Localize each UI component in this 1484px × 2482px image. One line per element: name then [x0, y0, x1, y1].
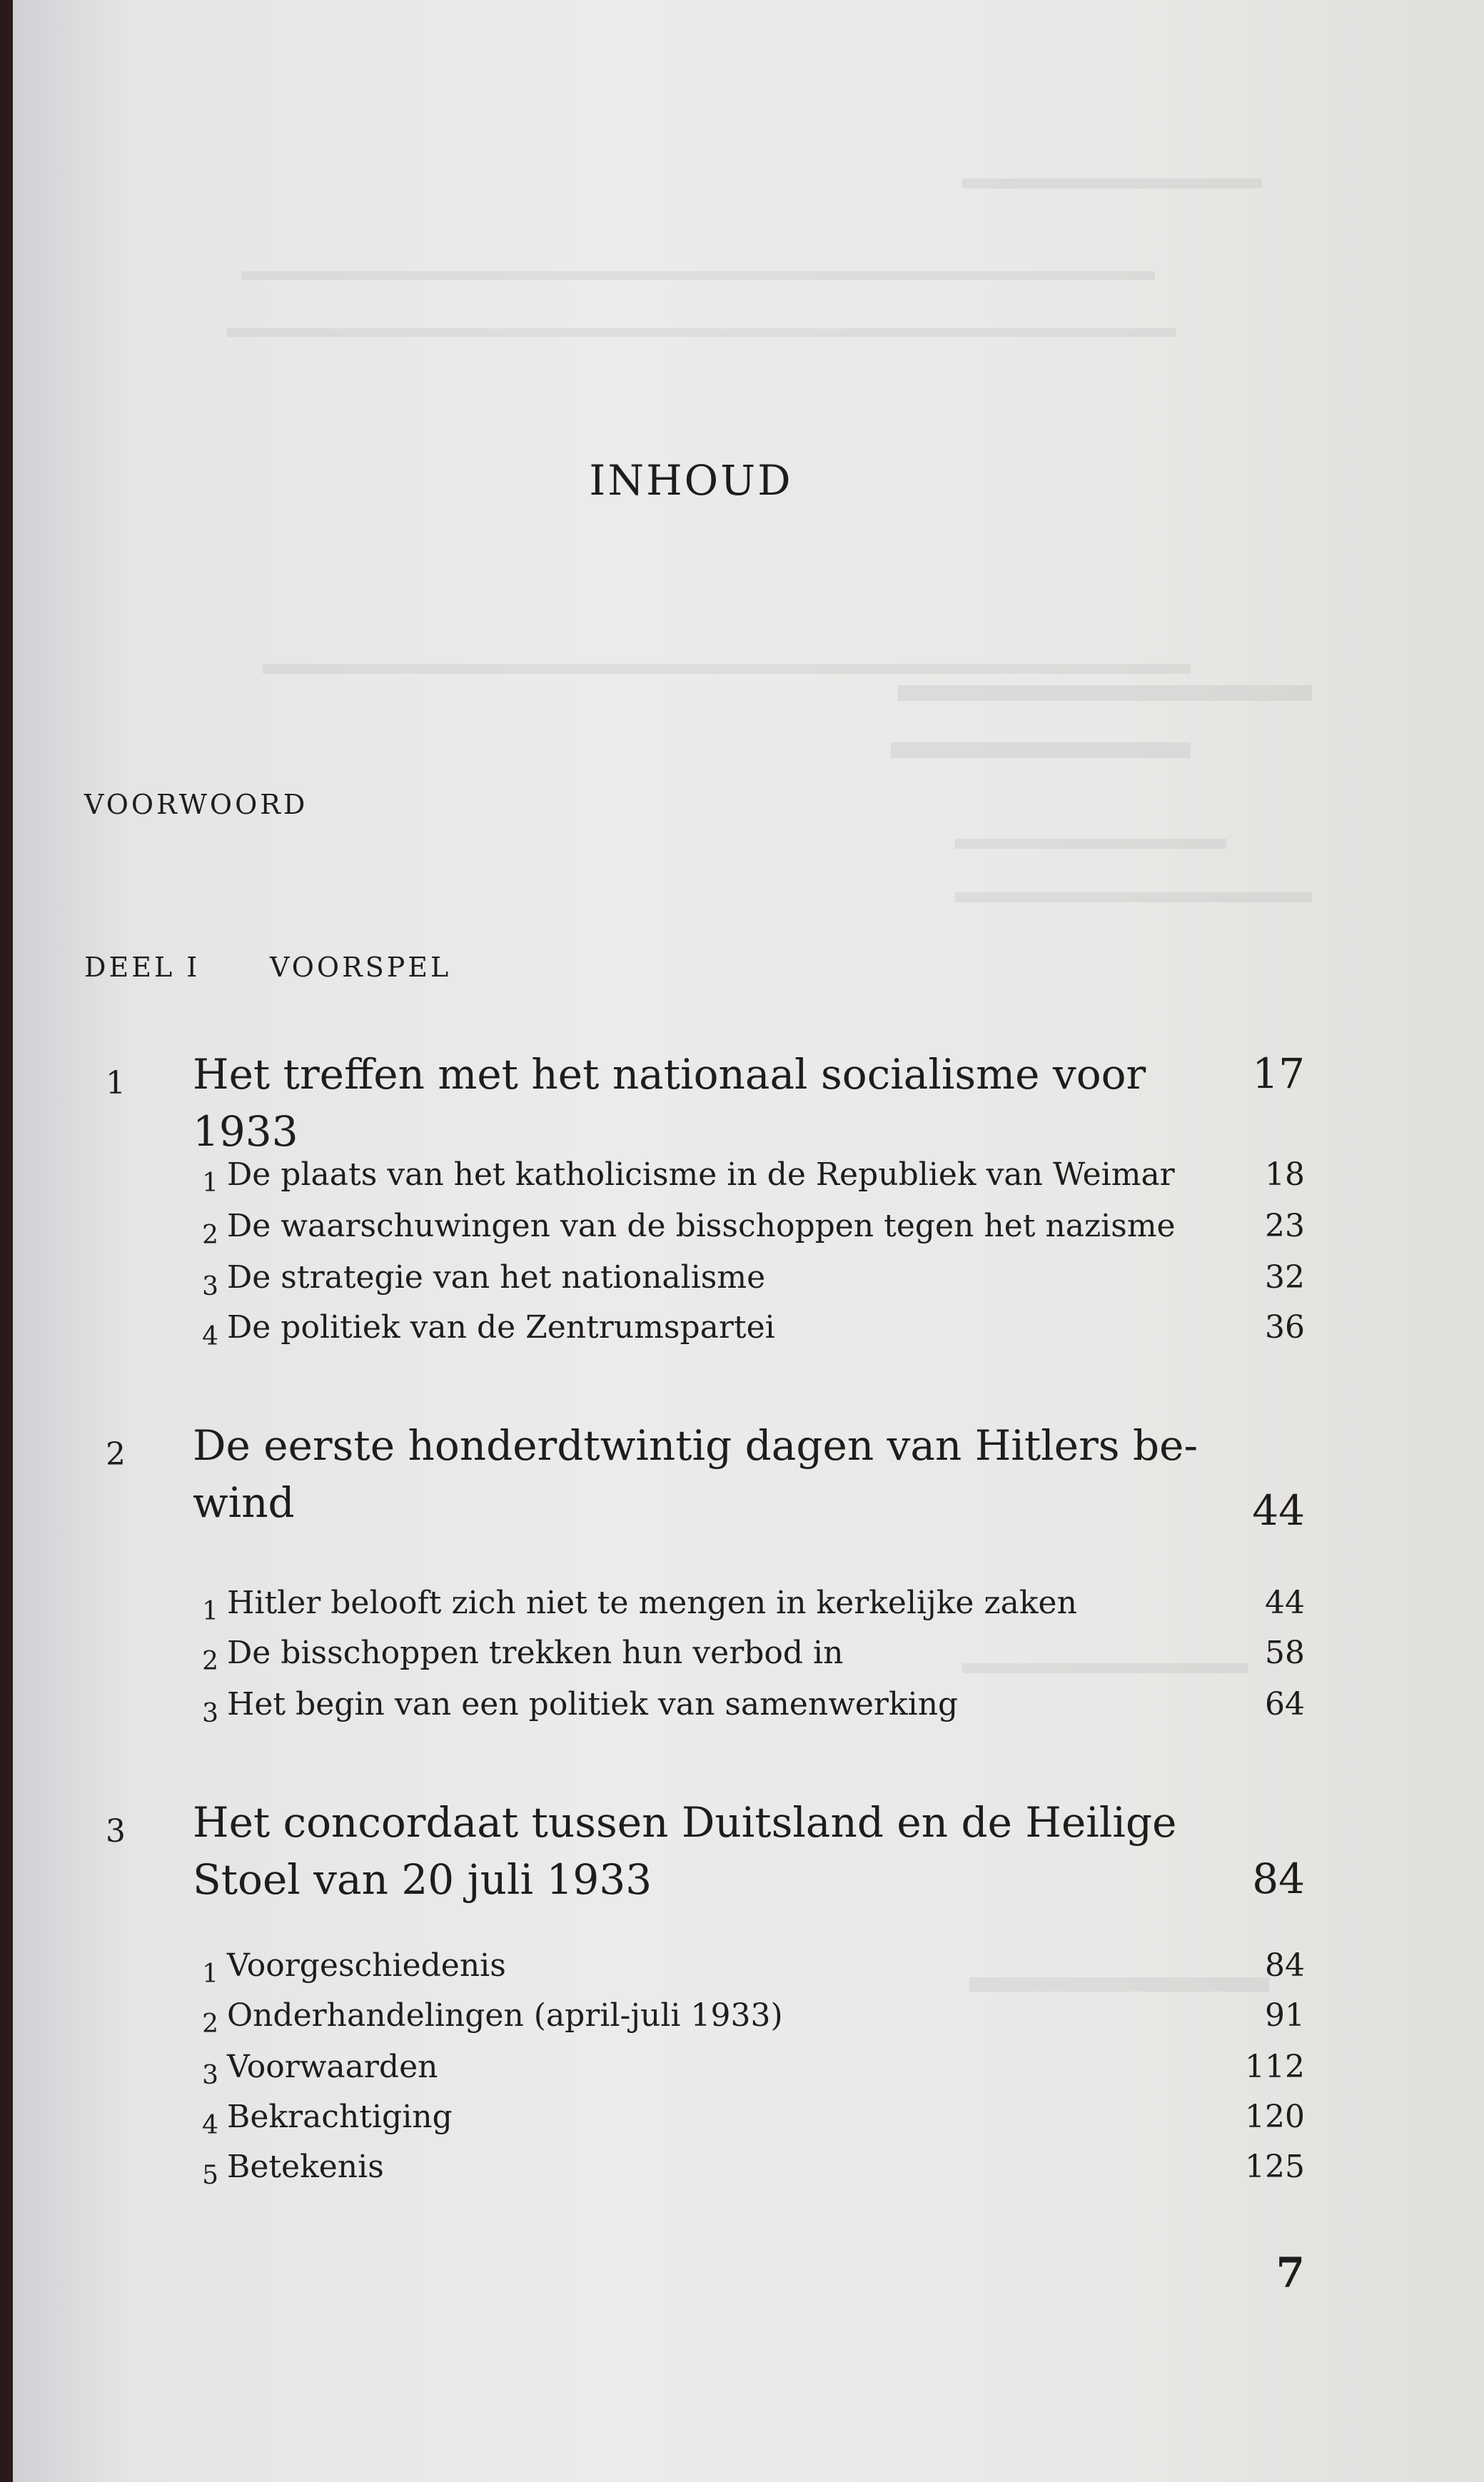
show-through-line — [227, 328, 1176, 337]
voorwoord-heading: VOORWOORD — [84, 789, 308, 820]
section-number: 5 — [202, 2161, 218, 2190]
show-through-line — [263, 664, 1191, 674]
section-number: 2 — [202, 2009, 218, 2039]
section-number: 2 — [202, 1647, 218, 1676]
section-number: 1 — [202, 1169, 218, 1198]
page-number: 7 — [1276, 2249, 1305, 2297]
chapter-title-line: wind — [193, 1478, 295, 1527]
section-title: Bekrachtiging — [227, 2099, 453, 2135]
chapter-title — [193, 1046, 1206, 1160]
section-title: Voorgeschiedenis — [227, 1947, 506, 1984]
show-through-line — [955, 839, 1226, 849]
section-title: Voorwaarden — [227, 2049, 438, 2085]
section-page: 18 — [1265, 1156, 1305, 1193]
chapter-title — [193, 1794, 1206, 1908]
book-page — [13, 0, 1484, 2482]
show-through-line — [962, 178, 1262, 188]
part-name: VOORSPEL — [270, 952, 452, 983]
section-title: Betekenis — [227, 2149, 384, 2185]
section-number: 4 — [202, 2111, 218, 2140]
section-title: De strategie van het nationalisme — [227, 1259, 766, 1296]
chapter-title-line: Het treffen met het nationaal socialisme voor 1933 — [193, 1050, 1146, 1156]
chapter-number: 2 — [106, 1436, 126, 1473]
section-title: De waarschuwingen van de bisschoppen tegen het nazisme — [227, 1208, 1176, 1244]
chapter-number: 1 — [106, 1065, 126, 1101]
section-number: 3 — [202, 2061, 218, 2090]
part-label: DEEL I — [84, 952, 201, 983]
show-through-line — [955, 892, 1312, 902]
chapter-title-line: De eerste honderdtwintig dagen van Hitlers be- — [193, 1421, 1198, 1470]
chapter-title-line: Het concordaat tussen Duitsland en de Heilige — [193, 1798, 1177, 1847]
section-title: De bisschoppen trekken hun verbod in — [227, 1635, 844, 1671]
section-page: 91 — [1265, 1997, 1305, 2034]
section-page: 120 — [1245, 2099, 1305, 2135]
section-page: 58 — [1265, 1635, 1305, 1671]
section-page: 32 — [1265, 1259, 1305, 1296]
section-page: 44 — [1265, 1585, 1305, 1621]
section-page: 36 — [1265, 1309, 1305, 1346]
section-page: 112 — [1245, 2049, 1305, 2085]
section-number: 3 — [202, 1272, 218, 1301]
section-number: 3 — [202, 1699, 218, 1728]
chapter-title — [193, 1417, 1206, 1531]
section-title: De politiek van de Zentrumspartei — [227, 1309, 775, 1346]
section-title: De plaats van het katholicisme in de Republiek van Weimar — [227, 1156, 1175, 1193]
section-page: 64 — [1265, 1686, 1305, 1722]
section-title: Het begin van een politiek van samenwerking — [227, 1686, 959, 1722]
show-through-line — [891, 742, 1191, 758]
section-number: 1 — [202, 1597, 218, 1626]
section-page: 23 — [1265, 1208, 1305, 1244]
chapter-page: 84 — [1252, 1855, 1305, 1903]
section-page: 125 — [1245, 2149, 1305, 2185]
page-title: INHOUD — [589, 455, 793, 505]
show-through-line — [962, 1663, 1248, 1673]
chapter-page: 17 — [1252, 1049, 1305, 1098]
show-through-line — [898, 685, 1312, 701]
chapter-title-line: Stoel van 20 juli 1933 — [193, 1855, 652, 1904]
section-number: 1 — [202, 1959, 218, 1989]
section-title: Onderhandelingen (april-juli 1933) — [227, 1997, 783, 2034]
show-through-line — [241, 271, 1155, 280]
section-number: 4 — [202, 1322, 218, 1351]
section-page: 84 — [1265, 1947, 1305, 1984]
section-title: Hitler belooft zich niet te mengen in kerkelijke zaken — [227, 1585, 1077, 1621]
chapter-number: 3 — [106, 1813, 126, 1850]
chapter-page: 44 — [1252, 1486, 1305, 1535]
section-number: 2 — [202, 1221, 218, 1250]
